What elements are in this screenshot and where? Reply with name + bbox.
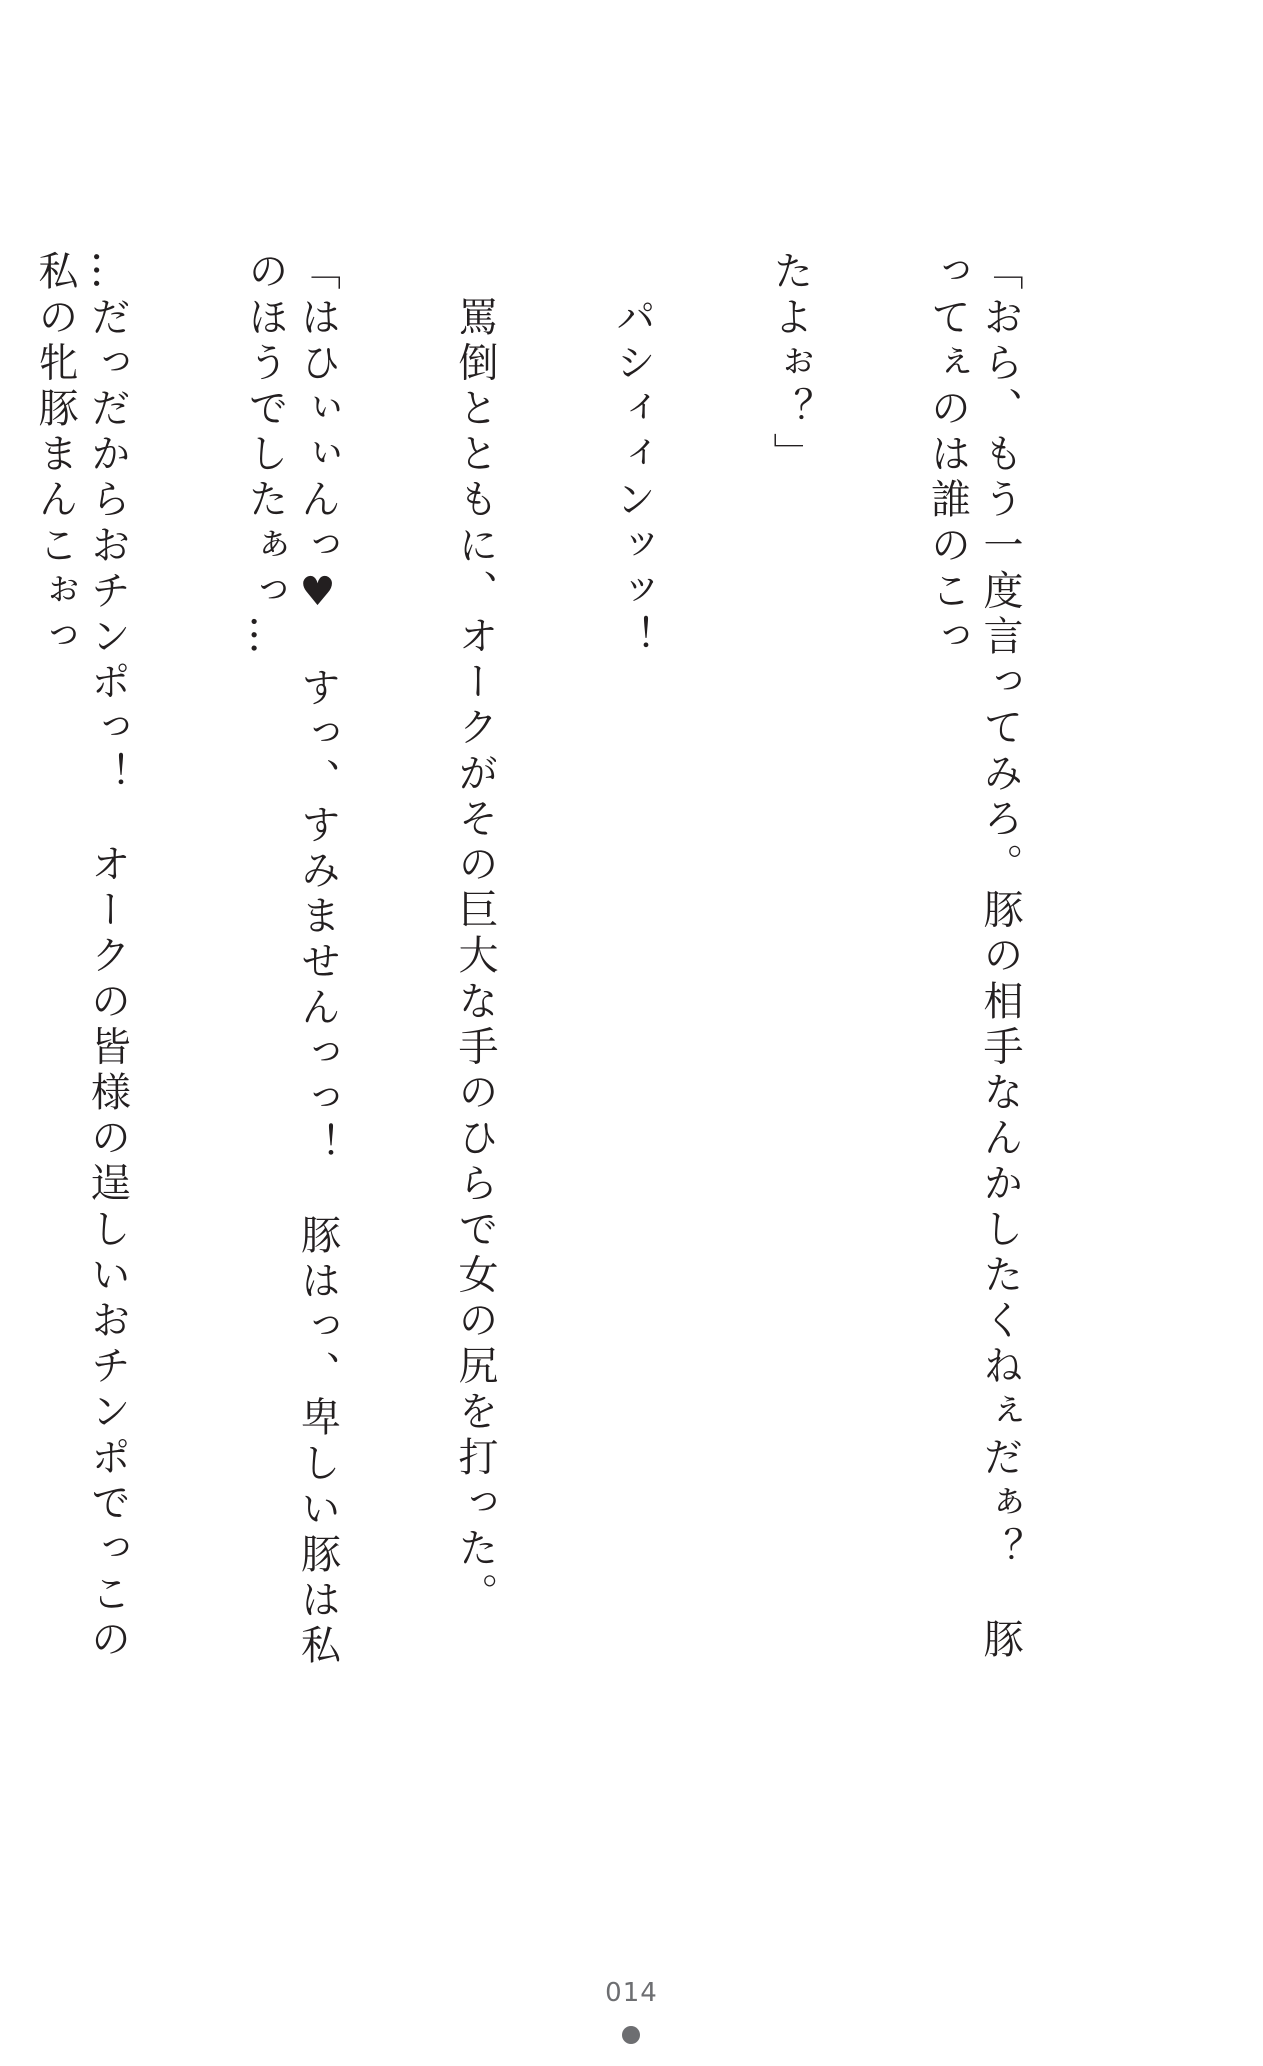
page-number: 014 [605,1978,658,2008]
text-line: 罵倒とともに、オークがその巨大な手のひらで女の尻を打った。 [452,250,498,1618]
text-line: たよぉ？」 [767,250,813,478]
text-line: 「はひぃぃんっ♥ すっ、すみませんっっ！ 豚はっ、卑しい豚は私のほうでしたぁっ… [242,250,341,1670]
page-marker-dot-icon [622,2026,640,2044]
text-line: 「おら、もう一度言ってみろ。豚の相手なんかしたくねぇだぁ？ 豚ってぇのは誰のこっ [924,250,1023,1664]
novel-body-text [32,250,1131,1670]
text-line: パシィィンッッ！ [609,250,656,661]
text-line: …だっだからおチンポっ！ オークの皆様の逞しいおチンポでっこの私の牝豚まんこぉっ [32,250,131,1664]
